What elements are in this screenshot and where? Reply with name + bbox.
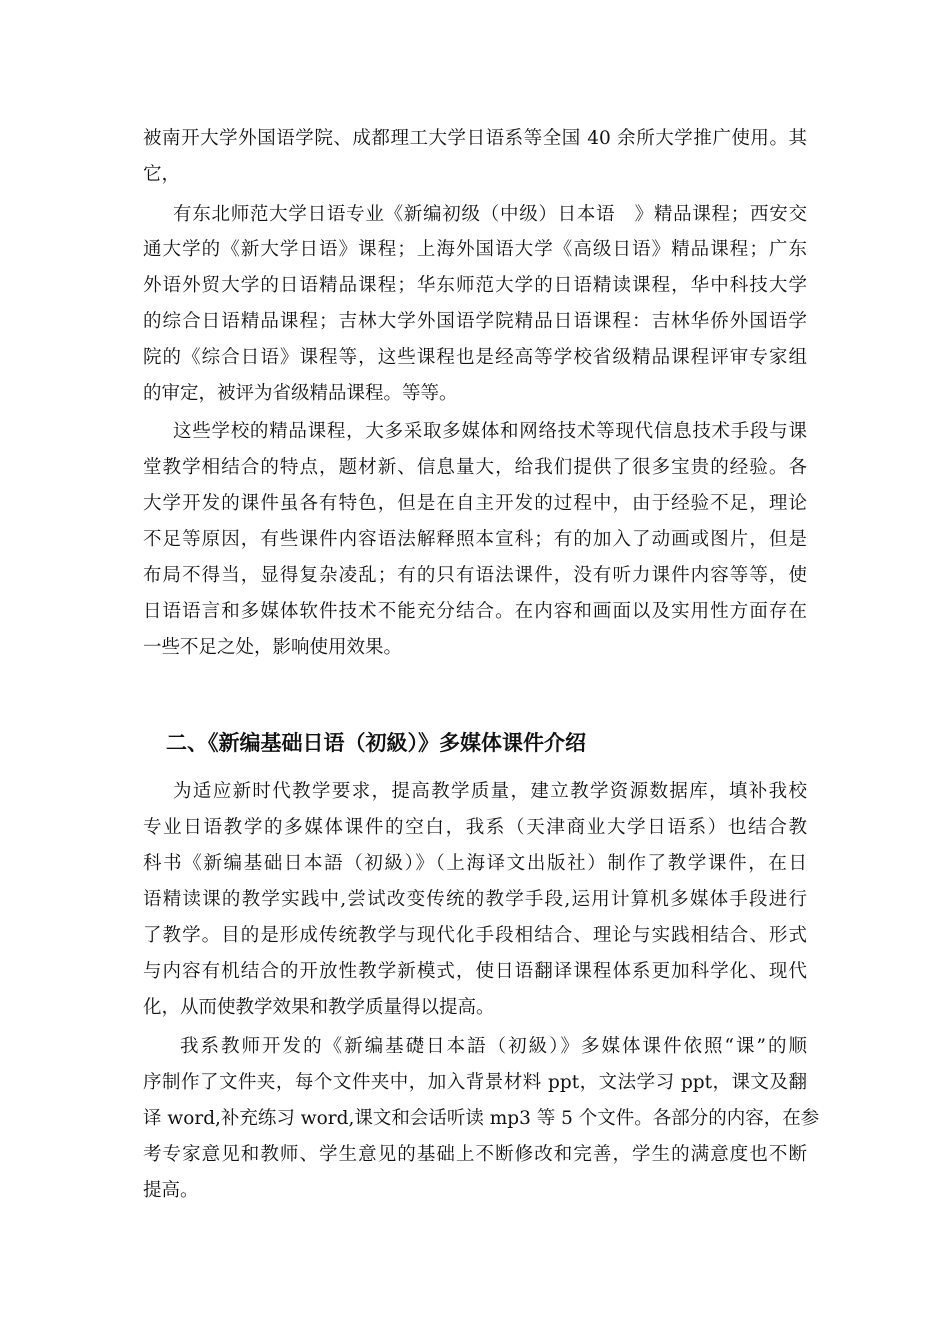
- paragraph-line: 了教学。目的是形成传统教学与现代化手段相结合、理论与实践相结合、形式: [143, 925, 807, 946]
- paragraph-line: 它，: [143, 164, 181, 185]
- paragraph-line: 化，从而使教学效果和教学质量得以提高。: [143, 997, 495, 1018]
- paragraph-line: 为适应新时代教学要求，提高教学质量，建立教学资源数据库，填补我校: [173, 781, 807, 802]
- paragraph-line: 布局不得当，显得复杂凌乱；有的只有语法课件，没有听力课件内容等等，使: [143, 565, 807, 586]
- paragraph-line: 一些不足之处，影响使用效果。: [143, 637, 403, 658]
- paragraph-line: 有东北师范大学日语专业《新编初级（中级）日本语 》精品课程；西安交: [173, 204, 807, 225]
- paragraph-line: 大学开发的课件虽各有特色，但是在自主开发的过程中，由于经验不足，理论: [143, 493, 807, 514]
- paragraph-line: 译 word,补充练习 word,课文和会话听读 mp3 等 5 个文件。各部分的内容，在参: [143, 1108, 820, 1129]
- paragraph-line: 我系教师开发的《新编基礎日本語（初級）》多媒体课件依照“课”的顺: [180, 1036, 807, 1057]
- paragraph-line: 通大学的《新大学日语》课程；上海外国语大学《高级日语》精品课程；广东: [143, 239, 807, 260]
- paragraph-line: 与内容有机结合的开放性教学新模式，使日语翻译课程体系更加科学化、现代: [143, 961, 807, 982]
- paragraph-line: 语精读课的教学实践中,尝试改变传统的教学手段,运用计算机多媒体手段进行: [143, 889, 807, 910]
- paragraph-line: 的综合日语精品课程；吉林大学外国语学院精品日语课程：吉林华侨外国语学: [143, 311, 807, 332]
- paragraph-line: 科书《新编基础日本語（初級）》（上海译文出版社）制作了教学课件，在日: [143, 853, 807, 874]
- paragraph-line: 考专家意见和教师、学生意见的基础上不断修改和完善，学生的满意度也不断: [143, 1144, 807, 1165]
- paragraph-line: 的审定，被评为省级精品课程。等等。: [143, 383, 458, 404]
- paragraph-line: 院的《综合日语》课程等，这些课程也是经高等学校省级精品课程评审专家组: [143, 347, 807, 368]
- paragraph-line: 不足等原因，有些课件内容语法解释照本宣科；有的加入了动画或图片，但是: [143, 529, 807, 550]
- paragraph-line: 提高。: [143, 1180, 199, 1201]
- paragraph-line: 堂教学相结合的特点，题材新、信息量大，给我们提供了很多宝贵的经验。各: [143, 457, 807, 478]
- paragraph-line: 序制作了文件夹，每个文件夹中，加入背景材料 ppt，文法学习 ppt，课文及翻: [143, 1072, 807, 1093]
- paragraph-line: 外语外贸大学的日语精品课程；华东师范大学的日语精读课程，华中科技大学: [143, 275, 807, 296]
- paragraph-line: 这些学校的精品课程，大多采取多媒体和网络技术等现代信息技术手段与课: [173, 421, 807, 442]
- paragraph-line: 日语语言和多媒体软件技术不能充分结合。在内容和画面以及实用性方面存在: [143, 601, 807, 622]
- paragraph-line: 专业日语教学的多媒体课件的空白，我系（天津商业大学日语系）也结合教: [143, 817, 807, 838]
- section-heading: 二、《新编基础日语（初級）》多媒体课件介绍: [166, 731, 586, 755]
- paragraph-line: 被南开大学外国语学院、成都理工大学日语系等全国 40 余所大学推广使用。其: [143, 128, 807, 149]
